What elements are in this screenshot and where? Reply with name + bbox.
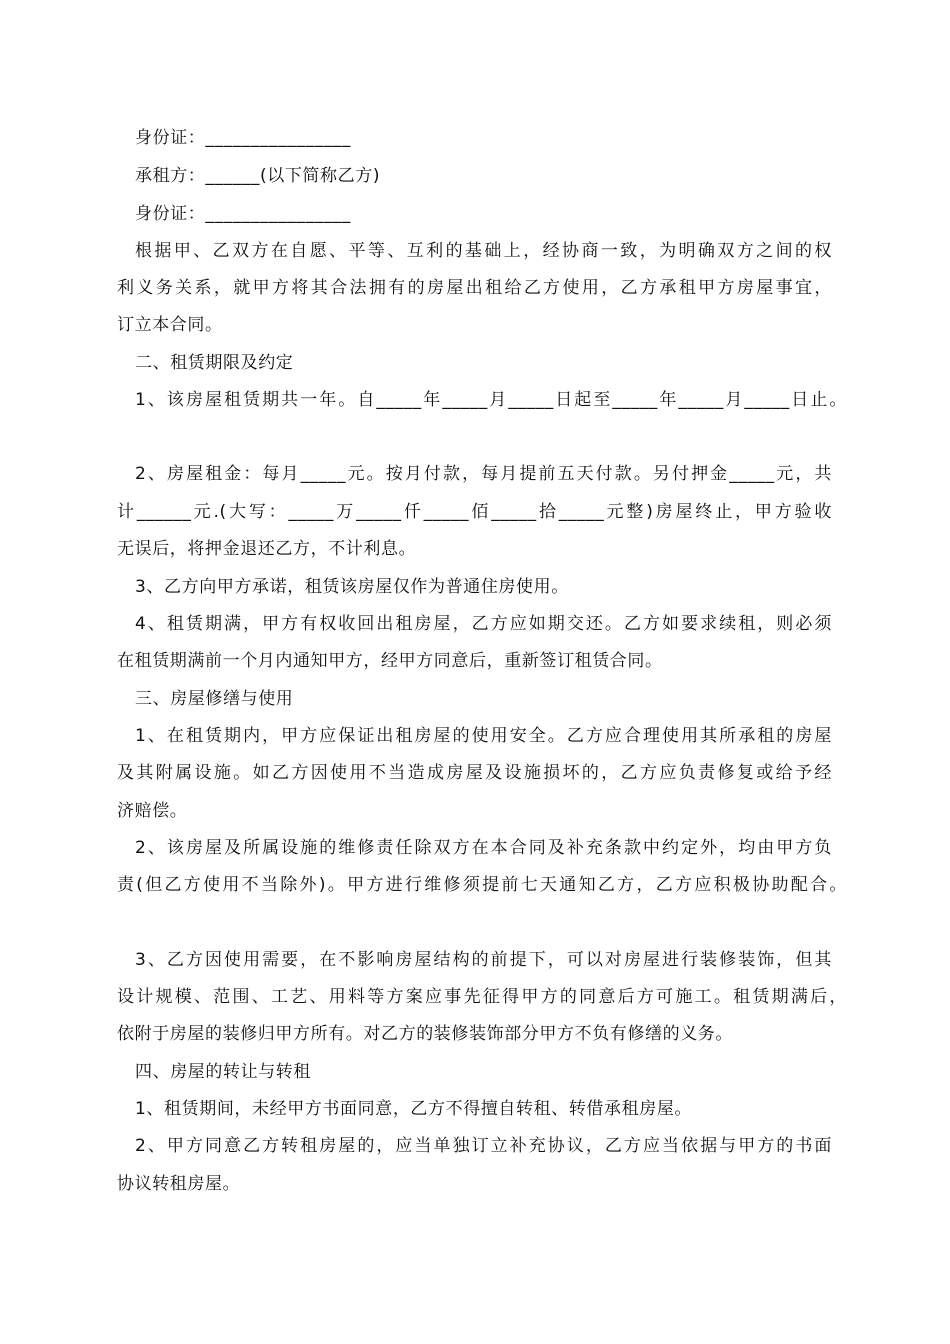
id-card-line-lessee: 身份证：________________ bbox=[135, 204, 351, 224]
clause-3-3-line-3: 依附于房屋的装修归甲方所有。对乙方的装修装饰部分甲方不负有修缮的义务。 bbox=[117, 1024, 733, 1044]
id-card-line-lessor: 身份证：________________ bbox=[135, 128, 351, 148]
clause-2-2-line-3: 无误后，将押金退还乙方，不计利息。 bbox=[117, 539, 417, 559]
section-heading-3: 三、房屋修缮与使用 bbox=[135, 689, 294, 709]
clause-4-2-line-2: 协议转租房屋。 bbox=[117, 1174, 241, 1194]
clause-2-4-line-1: 4、租赁期满，甲方有权收回出租房屋，乙方应如期交还。乙方如要求续租，则必须 bbox=[135, 614, 832, 634]
clause-2-2-line-2: 计______元.(大写：_____万_____仟_____佰_____拾_____元整)房屋终止，甲方验收 bbox=[117, 502, 832, 522]
clause-4-2-line-1: 2、甲方同意乙方转租房屋的，应当单独订立补充协议，乙方应当依据与甲方的书面 bbox=[135, 1136, 832, 1156]
clause-4-1: 1、租赁期间，未经甲方书面同意，乙方不得擅自转租、转借承租房屋。 bbox=[135, 1099, 693, 1119]
clause-3-2-line-2: 责(但乙方使用不当除外)。甲方进行维修须提前七天通知乙方，乙方应积极协助配合。 bbox=[117, 875, 847, 895]
clause-3-3-line-2: 设计规模、范围、工艺、用料等方案应事先征得甲方的同意后方可施工。租赁期满后， bbox=[117, 987, 847, 1007]
clause-2-2-line-1: 2、房屋租金：每月_____元。按月付款，每月提前五天付款。另付押金_____元，共 bbox=[135, 464, 832, 484]
preamble-line-3: 订立本合同。 bbox=[117, 315, 223, 335]
clause-2-1: 1、该房屋租赁期共一年。自_____年_____月_____日起至_____年_____月_____日止。 bbox=[135, 390, 847, 410]
clause-2-4-line-2: 在租赁期满前一个月内通知甲方，经甲方同意后，重新签订租赁合同。 bbox=[117, 651, 663, 671]
lessee-line: 承租方：______(以下简称乙方) bbox=[135, 166, 381, 186]
preamble-line-2: 利义务关系，就甲方将其合法拥有的房屋出租给乙方使用，乙方承租甲方房屋事宜， bbox=[117, 278, 832, 298]
section-heading-4: 四、房屋的转让与转租 bbox=[135, 1062, 311, 1082]
clause-3-3-line-1: 3、乙方因使用需要，在不影响房屋结构的前提下，可以对房屋进行装修装饰，但其 bbox=[135, 950, 832, 970]
clause-3-2-line-1: 2、该房屋及所属设施的维修责任除双方在本合同及补充条款中约定外，均由甲方负 bbox=[135, 838, 832, 858]
clause-2-3: 3、乙方向甲方承诺，租赁该房屋仅作为普通住房使用。 bbox=[135, 577, 569, 597]
section-heading-2: 二、租赁期限及约定 bbox=[135, 353, 294, 373]
clause-3-1-line-1: 1、在租赁期内，甲方应保证出租房屋的使用安全。乙方应合理使用其所承租的房屋 bbox=[135, 726, 832, 746]
clause-3-1-line-2: 及其附属设施。如乙方因使用不当造成房屋及设施损坏的，乙方应负责修复或给予经 bbox=[117, 763, 832, 783]
clause-3-1-line-3: 济赔偿。 bbox=[117, 801, 188, 821]
preamble-line-1: 根据甲、乙双方在自愿、平等、互利的基础上，经协商一致，为明确双方之间的权 bbox=[135, 241, 832, 261]
